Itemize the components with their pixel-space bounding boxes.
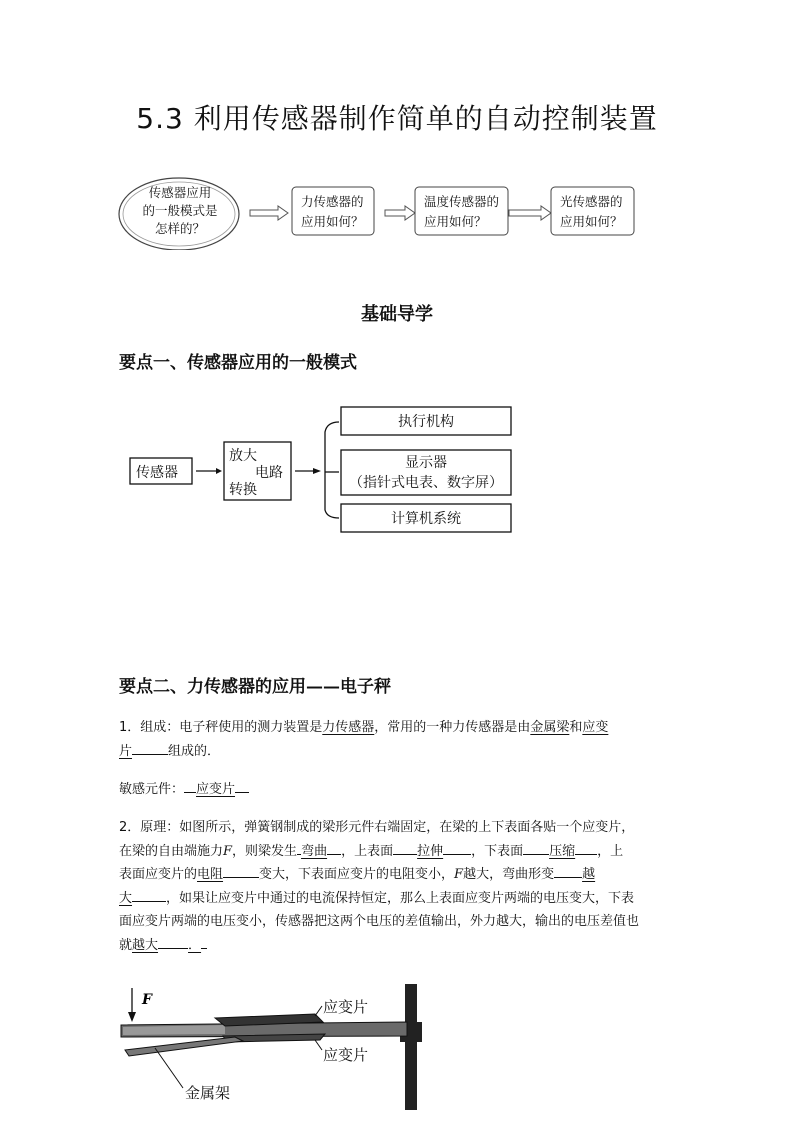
q1-line1: 力传感器的 [301,194,364,209]
arrow-to-outputs [313,468,321,474]
page-title: 5.3 利用传感器制作简单的自动控制装置 [136,102,658,135]
point2-heading: 要点二、力传感器的应用——电子秤 [119,677,391,697]
gauge-top-label: 应变片 [323,998,369,1016]
answer-blank-line [132,742,168,755]
answer-force-sensor: 力传感器 [322,720,375,735]
principle-line-5: 面应变片两端的电压变小，传感器把这两个电压的差值输出，外力越大，输出的电压差值也 [119,914,640,929]
answer-larger-a: 越 [582,867,596,882]
answer-resistance: 电阻 [197,867,224,882]
answer-metal-beam: 金属梁 [530,720,570,735]
main-question-line3: 怎样的？ [154,221,206,236]
answer-sensitive-element: 应变片 [196,782,236,797]
actuator-label: 执行机构 [398,414,454,430]
amp-label-3: 转换 [229,482,257,498]
overview-flow-diagram [118,170,678,250]
answer-larger-b: 大 [119,890,133,906]
display-label-2: （指针式电表、数字屏） [349,475,503,491]
answer-larger-c: 越大 [132,937,159,953]
answer-bend: 弯曲 [301,843,328,859]
q1-line2: 应用如何？ [301,214,364,229]
answer-strain-gauge-b: 片 [119,743,133,759]
gauge-bottom-label: 应变片 [323,1046,369,1064]
main-question-line1: 传感器应用 [148,185,212,200]
electronic-scale-figure [115,982,435,1112]
answer-compress: 压缩 [549,843,576,859]
computer-label: 计算机系统 [391,511,461,527]
composition-text-a: 1．组成：电子秤使用的测力装置是 [119,720,323,735]
amp-label-2: 电路 [255,465,283,481]
force-label: F [142,992,152,1008]
flow-arrow-1 [250,206,288,220]
sensitive-element-line [119,778,675,802]
main-question-line2: 的一般模式是 [142,203,218,218]
point1-heading: 要点一、传感器应用的一般模式 [119,353,357,373]
composition-text-d: 组成的． [168,743,221,759]
q3-line1: 光传感器的 [560,194,623,209]
sensor-mode-diagram [125,402,520,537]
arrow-to-amp [216,468,222,474]
section-basic-heading: 基础导学 [361,304,433,325]
answer-strain-gauge-a: 应变 [582,720,609,735]
amp-label-1: 放大 [229,448,257,464]
force-symbol: F [223,843,233,859]
answer-stretch: 拉伸 [417,843,444,859]
composition-paragraph [119,716,675,763]
sensitive-element-label: 敏感元件： [119,782,185,797]
q3-line2: 应用如何？ [560,214,623,229]
flow-arrow-2 [385,206,415,220]
metal-frame [125,1037,243,1056]
flow-arrow-3 [509,206,551,220]
principle-paragraph: 2．原理：如图所示，弹簧钢制成的梁形元件右端固定，在梁的上下表面各贴一个应变片， 在梁的自由端施力F，则梁发生 弯曲 ，上表面 拉伸 ，下表面 压缩 ，上 表面应变片的电阻 变大，下表面应变片的电阻变小，F越大，弯曲形变 越 大 ，如果让应变片中通过的电流保持恒定，那么上表面应变片两端的电压变大，下表 面应变片两端的电压变小，传感器把这两个电压的差值输出，外力越大，输出的电压差值也 就越大 ． [119,816,675,957]
sensor-label: 传感器 [136,465,178,481]
composition-text-c: 和 [569,720,583,735]
display-label-1: 显示器 [405,455,447,471]
q2-line1: 温度传感器的 [424,194,500,209]
composition-text-b: ，常用的一种力传感器是由 [374,720,531,735]
fixed-support [405,984,417,1110]
principle-line-1: 2．原理：如图所示，弹簧钢制成的梁形元件右端固定，在梁的上下表面各贴一个应变片， [119,820,635,835]
q2-line2: 应用如何？ [424,214,487,229]
frame-label: 金属架 [185,1084,231,1102]
